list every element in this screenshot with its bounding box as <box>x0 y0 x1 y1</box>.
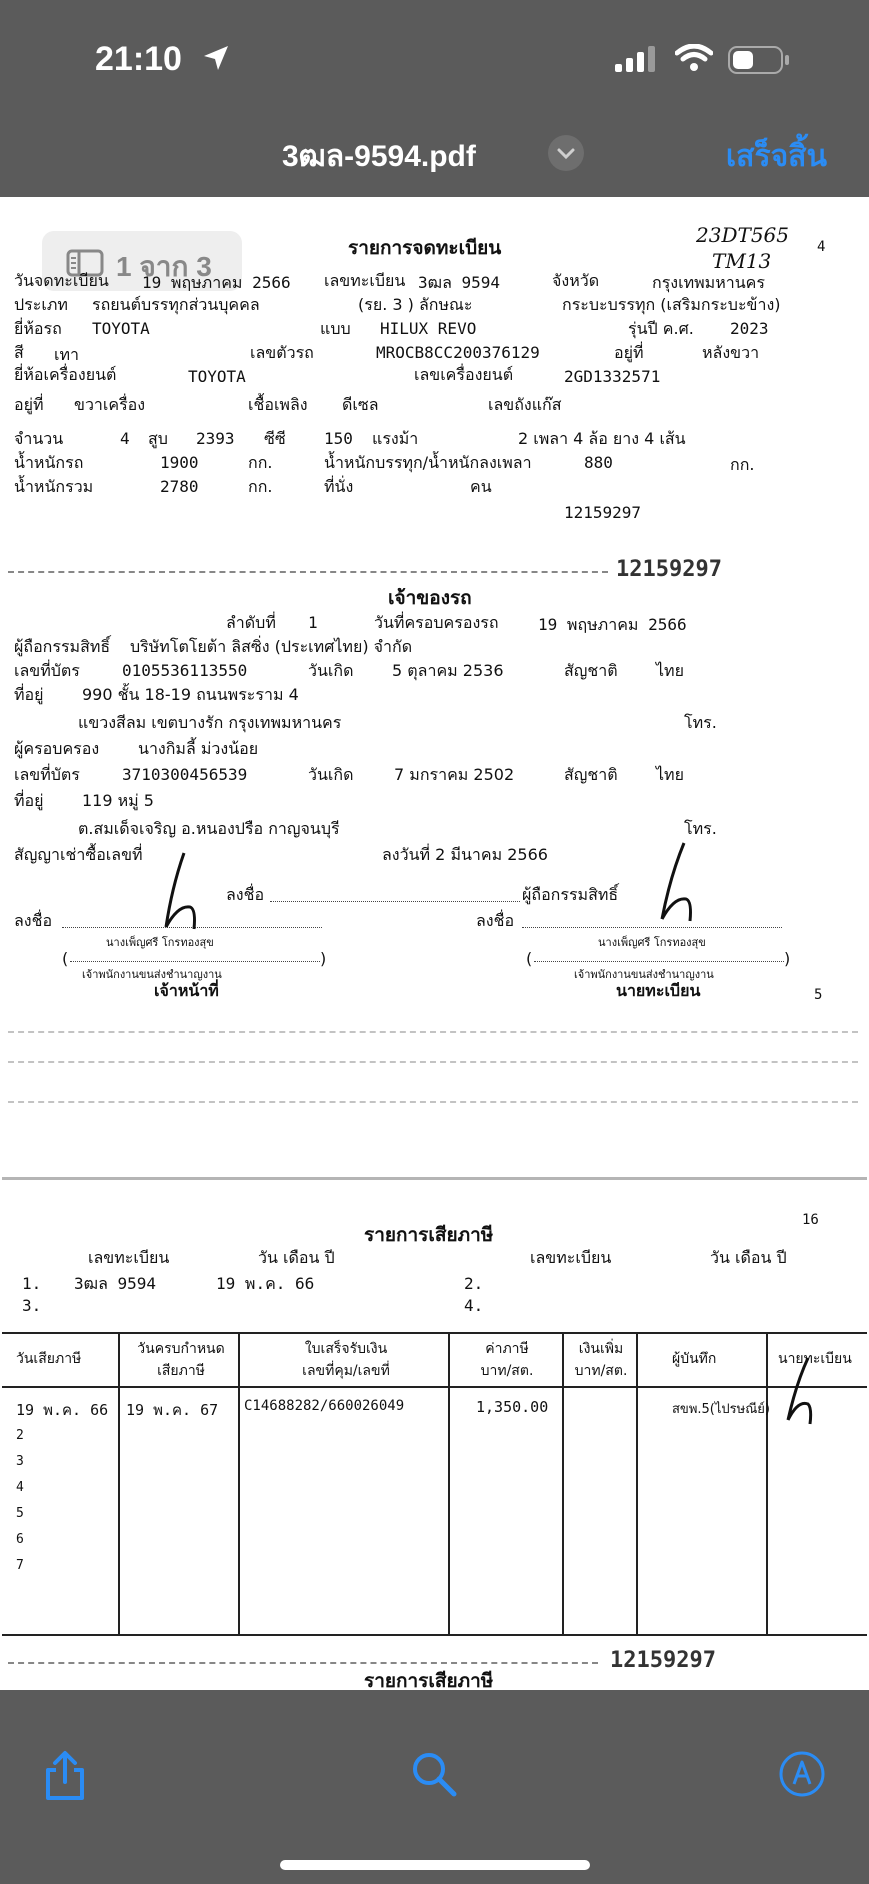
label: จำนวน <box>14 429 64 448</box>
row-num: 2 <box>16 1428 24 1443</box>
pdf-page-2 <box>2 1182 867 1690</box>
reg-date: 19 พฤษภาคม 2566 <box>142 273 291 292</box>
engine-brand: TOYOTA <box>188 367 246 386</box>
handwritten-code-2: TM13 <box>712 249 772 273</box>
plate-number: 3ฒล 9594 <box>418 273 501 292</box>
chassis-location: หลังขวา <box>702 343 760 362</box>
holder-name: บริษัทโตโยต้า ลิสซิ่ง (ประเทศไทย) จำกัด <box>130 637 413 656</box>
document-serial-faded: 12159297 <box>616 557 722 582</box>
model: HILUX REVO <box>380 319 477 338</box>
label: เลขที่บัตร <box>14 661 80 680</box>
tax-receipt: C14688282/660026049 <box>244 1398 405 1414</box>
unit: กก. <box>730 455 755 474</box>
label: ผู้ถือกรรมสิทธิ์ <box>14 637 111 656</box>
fuel: ดีเซล <box>342 395 379 414</box>
holder-id: 0105536113550 <box>122 661 248 680</box>
body-style: กระบะบรรทุก (เสริมกระบะข้าง) <box>562 295 781 314</box>
done-button[interactable]: เสร็จสิ้น <box>725 140 827 173</box>
label: ที่นั่ง <box>324 477 354 496</box>
chassis-number: MROCB8CC200376129 <box>376 343 540 362</box>
label: รุ่นปี ค.ศ. <box>628 319 694 338</box>
col-header-receipt: ใบเสร็จรับเงิน เลขที่คุม/เลขที่ <box>302 1341 390 1379</box>
status-bar <box>0 40 869 80</box>
label: ประเภท <box>14 295 68 314</box>
label: สัญญาเช่าซื้อเลขที่ <box>14 845 143 864</box>
label: วันเกิด <box>308 661 354 680</box>
label: ลงชื่อ <box>226 885 265 904</box>
chevron-down-icon <box>548 135 584 171</box>
officer-role: เจ้าหน้าที่ <box>154 981 219 1000</box>
label: น้ำหนักรวม <box>14 477 94 496</box>
home-indicator[interactable] <box>280 1860 590 1870</box>
officer-position: เจ้าพนักงานขนส่งชำนาญงาน <box>82 968 222 981</box>
document-serial-faded: 12159297 <box>610 1648 716 1673</box>
unit: กก. <box>248 477 273 496</box>
row-num: 4 <box>16 1480 24 1495</box>
tax-title-2: รายการเสียภาษี <box>364 1670 494 1690</box>
possessor-address: 119 หมู่ 5 <box>82 791 154 810</box>
label: เลขทะเบียน <box>88 1248 170 1267</box>
label: แบบ <box>320 319 351 338</box>
label: ที่อยู่ <box>14 685 44 704</box>
scan-noise <box>8 571 608 581</box>
label: น้ำหนักบรรทุก/น้ำหนักลงเพลา <box>324 453 532 472</box>
page-number: 4 <box>817 239 826 255</box>
holder-address: 990 ชั้น 18-19 ถนนพระราม 4 <box>82 685 299 704</box>
col-header-surcharge: เงินเพิ่ม บาท/สต. <box>574 1341 628 1379</box>
possessor-address-2: ต.สมเด็จเจริญ อ.หนองปรือ กาญจนบุรี <box>78 819 340 838</box>
handwritten-code: 23DT565 <box>696 223 789 247</box>
label: โทร. <box>684 819 717 838</box>
holder-nationality: ไทย <box>656 661 684 680</box>
officer-name: นางเพ็ญศรี โกรทองสุข <box>106 936 214 949</box>
tax-due-date: 19 พ.ค. 67 <box>126 1401 219 1419</box>
label: เลขตัวรถ <box>250 343 314 362</box>
label: สูบ <box>148 429 168 448</box>
label: สัญชาติ <box>564 661 618 680</box>
title-row <box>0 133 869 173</box>
label: ลงชื่อ <box>476 911 515 930</box>
displacement: 2393 <box>196 429 235 448</box>
contract-date: ลงวันที่ 2 มีนาคม 2566 <box>382 845 548 864</box>
possessor-id: 3710300456539 <box>122 765 248 784</box>
tax-table <box>2 1332 867 1636</box>
row-num: 7 <box>16 1558 24 1573</box>
bottom-toolbar <box>0 1690 869 1884</box>
label: จังหวัด <box>552 271 600 290</box>
label: โทร. <box>684 713 717 732</box>
top-bar <box>0 0 869 197</box>
possessor-birth: 7 มกราคม 2502 <box>394 765 515 784</box>
entry-date: 19 พ.ค. 66 <box>216 1274 315 1293</box>
tax-amount: 1,350.00 <box>476 1398 549 1416</box>
row-num: 5 <box>16 1506 24 1521</box>
gross-weight: 2780 <box>160 477 199 496</box>
title-menu-button[interactable] <box>548 135 584 171</box>
pdf-page-1: 1 จาก 3 23DT565 TM13 4 รายการจดทะเบียน วันจดทะเบียน 19 พฤษภาคม 2566 เลขทะเบียน 3ฒล 9594 จังหวัด กรุงเทพมหานคร ประเภท รถยนต์บรรทุกส่วนบุคคล (รย. 3 ) ลักษณะ กระบะบรรทุก (เสริมกระบะข้าง) ยี่ห้อรถ TOYOTA แบบ HILUX REVO รุ่นปี ค.ศ. 2023 สี เทา เลขตัวรถ MROCB8CC200376129 อยู่ที่ หลังขวา ยี่ห้อเครื่องยนต์ TOYOTA เลขเครื่องยนต์ 2GD1332571 อยู่ที่ ขวาเครื่อง เชื้อเพลิง ดีเซล เลขถังแก๊ส จำนวน 4 สูบ 2393 ซีซี 150 แรงม้า 2 เพลา 4 ล้อ ยาง 4 เส้น น้ำหนักรถ 1900 กก. น้ำหนักบรรทุก/น้ำหนักลงเพลา 880 กก. น้ำหนักรวม 2780 กก. ที่นั่ง คน 12159297 12159297 เจ้าของรถ ลำดับที่ 1 วันที่ครอบครองรถ 19 พฤษภาคม 2566 ผู้ถือกรรมสิทธิ์ บริษัทโตโยต้า ลิสซิ่ง (ประเทศไทย) จำกัด เลขที่บัตร 0105536113550 วันเกิด 5 ตุลาคม 2536 สัญชาติ ไทย ที่อยู่ 990 ชั้น 18-19 ถนนพระราม 4 แขวงสีลม เขตบางรัก กรุงเทพมหานคร โทร. ผู้ครอบครอง นางกิมลี้ ม่วงน้อย เลขที่บัตร 3710300456539 วันเกิด 7 มกราคม 2502 สัญชาติ ไทย ที่อยู่ 119 หมู่ 5 ต.สมเด็จเจริญ อ.หนองปรือ กาญจนบุรี โทร. สัญญาเช่าซื้อเลขที่ ลงวันที่ 2 มีนาคม 2566 ลงชื่อ ผู้ถือกรรมสิทธิ์ ลงชื่อ ลงชื่อ นางเพ็ญศรี โกรทองสุข นางเพ็ญศรี โกรทองสุข ( ) ( ) เจ้าพนักงานขนส่งชำนาญงาน เจ้าพนักงานขนส่งชำนาญงาน เจ้าหน้าที่ นายทะเบียน 5 <box>2 197 867 1180</box>
signature-line <box>270 901 520 902</box>
markup-icon[interactable] <box>778 1750 826 1802</box>
label: วัน เดือน ปี <box>710 1248 787 1267</box>
load-weight: 880 <box>584 453 613 472</box>
battery-icon <box>728 46 790 78</box>
scan-noise <box>8 1061 858 1071</box>
possessor-nationality: ไทย <box>656 765 684 784</box>
col-header-registrar: นายทะเบียน <box>778 1351 852 1367</box>
label: ยี่ห้อรถ <box>14 319 62 338</box>
label: ที่อยู่ <box>14 791 44 810</box>
model-year: 2023 <box>730 319 769 338</box>
color: เทา <box>54 345 79 364</box>
signature-mark-tax <box>772 1354 822 1434</box>
col-header-due: วันครบกำหนด เสียภาษี <box>137 1341 225 1379</box>
scan-noise <box>8 1031 858 1041</box>
holder-address-2: แขวงสีลม เขตบางรัก กรุงเทพมหานคร <box>78 713 342 732</box>
possession-date: 19 พฤษภาคม 2566 <box>538 615 687 634</box>
tax-paid-date: 19 พ.ค. 66 <box>16 1401 109 1419</box>
search-icon[interactable] <box>410 1750 458 1802</box>
province: กรุงเทพมหานคร <box>652 273 765 292</box>
name-line <box>534 961 784 962</box>
entry-num: 4. <box>464 1296 484 1315</box>
label: วัน เดือน ปี <box>258 1248 335 1267</box>
registrar-role: นายทะเบียน <box>616 981 701 1000</box>
label: วันจดทะเบียน <box>14 271 109 290</box>
unit: กก. <box>248 453 273 472</box>
owner-seq: 1 <box>308 613 318 632</box>
label: ซีซี <box>264 429 286 448</box>
engine-number: 2GD1332571 <box>564 367 661 386</box>
engine-location: ขวาเครื่อง <box>74 395 146 414</box>
label: วันเกิด <box>308 765 354 784</box>
col-header-tax: ค่าภาษี บาท/สต. <box>480 1341 534 1379</box>
row-num: 6 <box>16 1532 24 1547</box>
label: อยู่ที่ <box>14 395 44 414</box>
label: ผู้ครอบครอง <box>14 739 100 758</box>
label: วันที่ครอบครองรถ <box>374 613 499 632</box>
label: เลขทะเบียน <box>324 271 406 290</box>
label: เลขถังแก๊ส <box>488 395 562 414</box>
label: ผู้ถือกรรมสิทธิ์ <box>522 885 619 904</box>
vehicle-type: รถยนต์บรรทุกส่วนบุคคล <box>92 295 260 314</box>
label: น้ำหนักรถ <box>14 453 84 472</box>
page-number: 5 <box>814 987 823 1003</box>
tax-title: รายการเสียภาษี <box>364 1224 494 1246</box>
cylinders: 4 <box>120 429 130 448</box>
owner-title: เจ้าของรถ <box>388 587 472 609</box>
page-number: 16 <box>802 1212 819 1228</box>
entry-plate: 3ฒล 9594 <box>74 1274 157 1293</box>
label: ลำดับที่ <box>226 613 276 632</box>
scan-noise <box>8 1662 598 1672</box>
pdf-viewer[interactable] <box>0 197 869 1690</box>
registrar-name: นางเพ็ญศรี โกรทองสุข <box>598 936 706 949</box>
label: เลขที่บัตร <box>14 765 80 784</box>
file-title: 3ฒล-9594.pdf <box>282 140 476 173</box>
axles-wheels: 2 เพลา 4 ล้อ ยาง 4 เส้น <box>518 429 686 448</box>
entry-num: 3. <box>22 1296 42 1315</box>
holder-birth: 5 ตุลาคม 2536 <box>392 661 504 680</box>
label: เลขทะเบียน <box>530 1248 612 1267</box>
vehicle-weight: 1900 <box>160 453 199 472</box>
col-header-recorder: ผู้บันทึก <box>672 1351 717 1367</box>
unit: คน <box>470 477 492 496</box>
cellular-signal-icon <box>615 46 657 76</box>
tax-recorder: สขพ.5(ไปรษณีย์) <box>672 1402 770 1417</box>
signature-mark-officer <box>152 847 222 947</box>
label: สี <box>14 343 24 362</box>
registrar-position: เจ้าพนักงานขนส่งชำนาญงาน <box>574 968 714 981</box>
horsepower: 150 <box>324 429 353 448</box>
scan-noise <box>8 1101 858 1111</box>
location-arrow-icon <box>202 44 230 76</box>
wifi-icon <box>675 44 713 76</box>
entry-num: 1. <box>22 1274 42 1293</box>
label: เลขเครื่องยนต์ <box>414 365 514 384</box>
registration-title: รายการจดทะเบียน <box>348 237 502 259</box>
vehicle-class: (รย. 3 ) ลักษณะ <box>358 295 473 314</box>
label: เชื้อเพลิง <box>248 395 308 414</box>
col-header-paid: วันเสียภาษี <box>16 1351 82 1367</box>
label: แรงม้า <box>372 429 419 448</box>
name-line <box>70 961 320 962</box>
label: ยี่ห้อเครื่องยนต์ <box>14 365 117 384</box>
label: ลงชื่อ <box>14 911 53 930</box>
signature-mark-registrar <box>642 837 712 937</box>
clock: 21:10 <box>95 40 182 78</box>
row-num: 3 <box>16 1454 24 1469</box>
entry-num: 2. <box>464 1274 484 1293</box>
possessor-name: นางกิมลี้ ม่วงน้อย <box>138 739 259 758</box>
label: สัญชาติ <box>564 765 618 784</box>
label: อยู่ที่ <box>614 343 644 362</box>
brand: TOYOTA <box>92 319 150 338</box>
share-icon[interactable] <box>42 1750 88 1806</box>
document-serial: 12159297 <box>564 503 642 522</box>
page-indicator-text: 1 จาก 3 <box>116 251 212 282</box>
